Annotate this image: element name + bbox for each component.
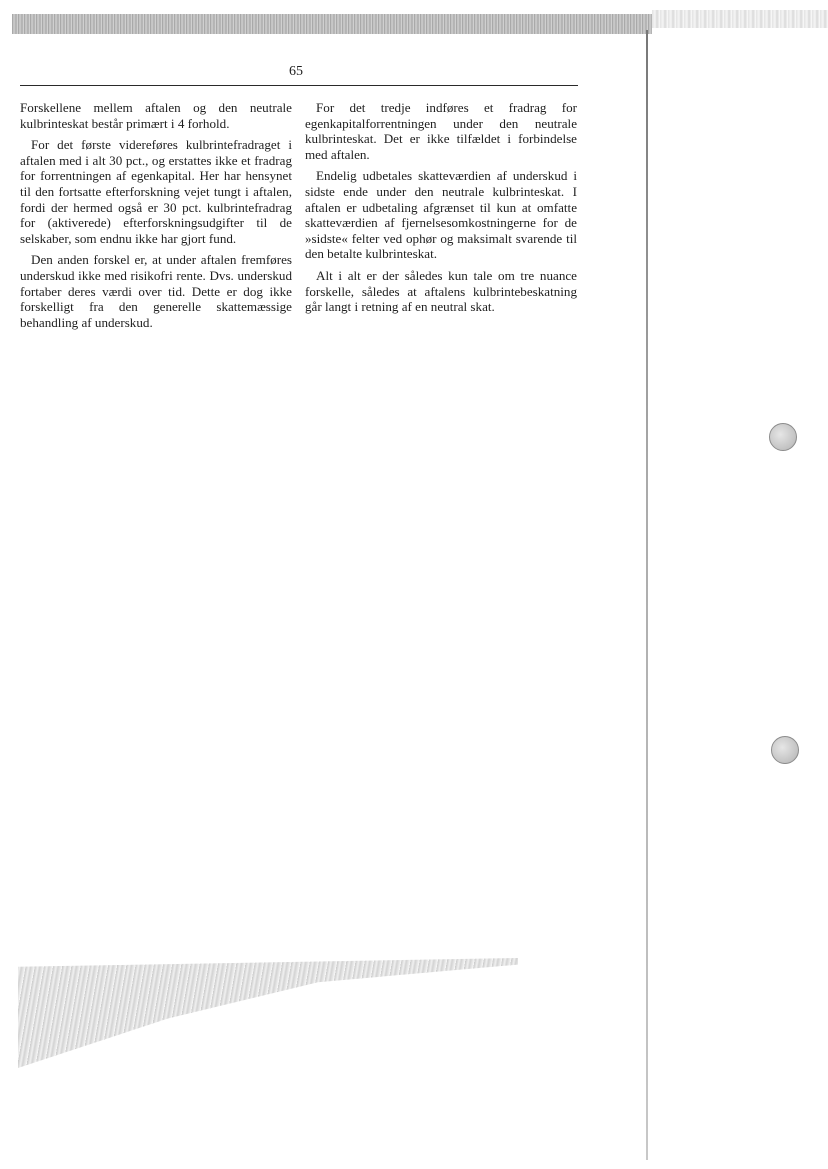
punch-hole-icon bbox=[771, 736, 799, 764]
right-column bbox=[305, 100, 577, 321]
paragraph: Endelig udbetales skatteværdien af underskud i sidste ende under den neutrale kulbrinteskat. I aftalen er udbetaling afgrænset til kun at omfatte skatteværdien af fjernelsesomkostningerne for de »sidste« felter ved ophør og maksimalt svarende til den betalte kulbrinteskat. bbox=[305, 168, 577, 262]
paragraph: For det første videreføres kulbrintefradraget i aftalen med i alt 30 pct., og erstattes ikke et fradrag for forrentningen af egenkapital. Her har hensynet til den fortsatte efterforskning vejet tungt i aftalen, fordi der hermed også er 30 pct. kulbrintefradrag for (aktiverede) efterforskningsudgifter til de selskaber, som endnu ikke har gjort fund. bbox=[20, 137, 292, 246]
scan-shadow-bottom bbox=[18, 958, 518, 1068]
page-edge bbox=[646, 30, 648, 1160]
left-column bbox=[20, 100, 292, 336]
punch-hole-icon bbox=[769, 423, 797, 451]
page-number: 65 bbox=[289, 64, 303, 79]
scan-shadow-top bbox=[12, 14, 652, 34]
paragraph: For det tredje indføres et fradrag for egenkapitalforrentningen under den neutrale kulbrinteskat. Det er ikke tilfældet i forbindelse med aftalen. bbox=[305, 100, 577, 162]
paragraph: Alt i alt er der således kun tale om tre nuance forskelle, således at aftalens kulbrintebeskatning går langt i retning af en neutral skat. bbox=[305, 267, 577, 315]
paragraph: Den anden forskel er, at under aftalen fremføres underskud ikke med risikofri rente. Dvs. underskud fortaber deres værdi over tid. Dette er dog ikke forskelligt fra den generelle skattemæssige behandling af underskud. bbox=[20, 252, 292, 330]
header-rule bbox=[20, 85, 578, 86]
scan-shadow-top-right bbox=[652, 10, 828, 28]
paragraph: Forskellene mellem aftalen og den neutrale kulbrinteskat består primært i 4 forhold. bbox=[20, 100, 292, 131]
